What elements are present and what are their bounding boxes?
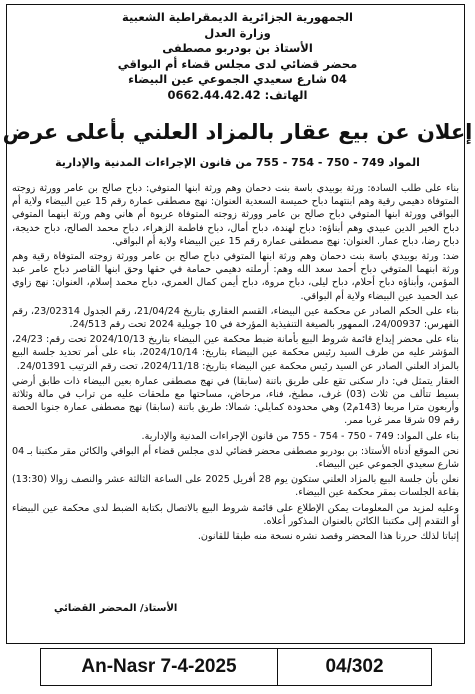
header-republic: الجمهورية الجزائرية الديمقراطية الشعبية xyxy=(121,10,353,24)
publication-footer xyxy=(40,648,432,686)
legal-articles-subtitle: المواد 749 - 750 - 754 - 755 من قانون الإجراءات المدنية والإدارية xyxy=(55,156,420,169)
header-bailiff-court: محضر قضائي لدى مجلس قضاء أم البواقي xyxy=(117,56,358,71)
paragraph-judgment: بناء على الحكم الصادر عن محكمة عين البيضاء، القسم العقاري بتاريخ 21/04/24، رقم الجدول 23/02314، رقم الفهرس: 24/00937، الممهور بالصيغة التنفيذية المؤرخة في 10 جويلية 2024 تحت رقم 24/513. xyxy=(12,305,459,331)
bailiff-signature: الأستاذ/ المحضر القضائي xyxy=(54,603,178,614)
newspaper-date: An-Nasr 7-4-2025 xyxy=(41,649,278,685)
document-header xyxy=(0,10,475,103)
paragraph-legal-basis: بناء على المواد: 749 - 750 - 754 - 755 من قانون الإجراءات المدنية والإدارية. xyxy=(141,430,459,442)
paragraph-conditions-deposit: بناء على محضر إيداع قائمة شروط البيع بأمانة ضبط محكمة عين البيضاء بتاريخ 2024/10/13 تحت رقم: 24/23، المؤشر عليه من طرف السيد رئيس محكمة عين البيضاء بتاريخ: 2024/10/14، بناء على أمر تحديد جلسة البيع بالمزاد العلني الصادر عن السيد رئيس محكمة عين البيضاء بتاريخ: 2024/11/18، تحت رقم الترتيب 24/01391. xyxy=(12,334,459,372)
paragraph-defendants: ضد: ورثة بوبيدي باسة بنت دحمان وهم ورثة ابنها المتوفي دباح صالح بن عامر وورثة زوجته المتوفاة رقية وهم ورثة ابنهما المتوفي دباح أحمد سعد الله وهم: أرملته دهيمي حمامة في حقها وحق ابنها القاصر دباح عامر عبد المؤمن، وأبناؤه دباح أحلام، دباح ليلى، دباح مروة، دباح أيمن كمال العمري، دباح محمد إسلام، العنوان: نهج زاوي عبد الحميد عين البيضاء ولاية أم البواقي. xyxy=(12,251,459,302)
reference-number: 04/302 xyxy=(325,656,384,677)
announcement-title: إعلان عن بيع عقار بالمزاد العلني بأعلى عرض xyxy=(2,120,473,144)
announcement-body xyxy=(12,182,459,545)
paragraph-closing: إثباتا لذلك حررنا هذا المحضر وقصد نشره نسخة منه طبقا للقانون. xyxy=(197,531,459,543)
header-address: 04 شارع سعيدي الجموعي عين البيضاء xyxy=(128,72,347,86)
header-bailiff-name: الأستاذ بن بودربو مصطفى xyxy=(162,41,313,55)
paragraph-plaintiffs: بناء على طلب السادة: ورثة بوبيدي باسة بنت دحمان وهم ورثة ابنها المتوفي: دباح صالح بن عامر وورثة زوجته المتوفاة دهيمي رقية وهم ابنتهما دباح خميسة السعدية العنوان: نهج مصطفى عمارة رقم 15 عين البيضاء ولاية أم البواقي وورثة ابنها المتوفي دباح صالح بن عامر وورثة زوجته المتوفاة عربوة أم هاني وهم ورثة ابنهما المتوفي دباح الخير الدين عبيدي وهم أبناؤه: دباح لهندة، دباح أمال، دباح فاطمة الزهراء، دباح محمد الصالح، دباح خديجة، دباح رضا، دباح عمار. العنوان: نهج مصطفى عمارة رقم 15 عين البيضاء ولاية أم البواقي. xyxy=(12,183,459,247)
paragraph-property: العقار يتمثل في: دار سكنى تقع على طريق باتنة (سابقا) في نهج مصطفى عمارة بعين البيضاء ذات طابق أرضي بسيط تتألف من ثلاث (03) غرف، مطبخ، فناء، مرحاض، مساحتها مع ملحقات عليه من تراب في مالة وثلاثة وأربعون مترا مربعا (143م2) وهي محدودة كمايلي: شمالا: طريق باتنة (سابقا) نهج مصطفى عمارة جنوبا الحصة رقم 09 شرقا ممر غربا ممر. xyxy=(12,375,459,427)
paragraph-auction-date: نعلن بأن جلسة البيع بالمزاد العلني ستكون يوم 28 أفريل 2025 على الساعة الثالثة عشر والنصف زوالا (13:30) بقاعة الجلسات بمقر محكمة عين البيضاء. xyxy=(12,474,460,499)
header-ministry: وزارة العدل xyxy=(204,25,271,40)
paragraph-information: وعليه لمزيد من المعلومات يمكن الإطلاع على قائمة شروط البيع بالاتصال بكتابة الضبط لدى محكمة عين البيضاء أو التقدم إلى مكتبنا الكائن بالعنوان المذكور أعلاه. xyxy=(12,502,459,527)
paragraph-undersigned: نحن الموقع أدناه الأستاذ: بن بودربو مصطفى محضر قضائي لدى مجلس قضاء أم البواقي والكائن مقر مكتبنا بـ 04 شارع سعيدي الجموعي عين البيضاء. xyxy=(12,445,459,471)
header-phone: الهاتف: 0662.44.42.42 xyxy=(167,87,308,102)
